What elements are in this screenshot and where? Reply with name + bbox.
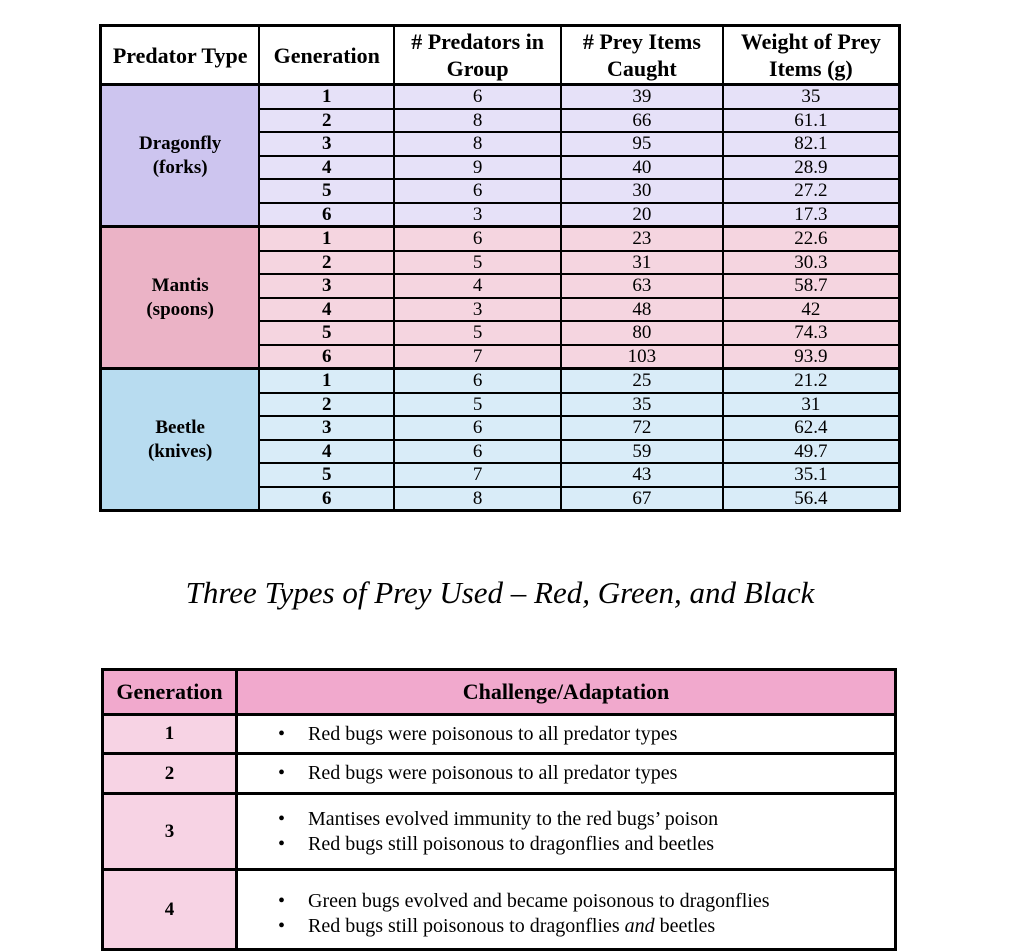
predators-cell: 3	[394, 298, 561, 322]
challenge-header-row	[103, 670, 896, 715]
challenge-list-item: • Green bugs evolved and became poisonous to dragonflies	[308, 889, 894, 914]
prey-caught-cell: 63	[561, 274, 723, 298]
table-row	[101, 227, 900, 251]
predators-cell: 7	[394, 463, 561, 487]
generation-cell: 5	[259, 179, 394, 203]
prey-weight-cell: 49.7	[723, 440, 900, 464]
predator-type-utensil: (knives)	[147, 440, 213, 462]
predators-cell: 7	[394, 345, 561, 369]
generation-cell: 6	[259, 203, 394, 227]
predator-type-cell	[101, 227, 260, 369]
generation-cell: 6	[259, 487, 394, 511]
challenge-list	[238, 722, 894, 747]
challenge-notes-cell	[237, 870, 896, 950]
challenge-notes-cell	[237, 794, 896, 870]
predators-cell: 8	[394, 487, 561, 511]
predators-cell: 6	[394, 179, 561, 203]
prey-caught-cell: 66	[561, 109, 723, 133]
challenge-row	[103, 794, 896, 870]
header-predator-type: Predator Type	[101, 26, 260, 85]
challenge-notes-cell	[237, 715, 896, 754]
prey-weight-cell: 17.3	[723, 203, 900, 227]
prey-caught-cell: 35	[561, 393, 723, 417]
challenge-row	[103, 754, 896, 794]
prey-caught-cell: 31	[561, 251, 723, 275]
prey-caught-cell: 25	[561, 369, 723, 393]
table-row	[101, 369, 900, 393]
prey-caught-cell: 95	[561, 132, 723, 156]
predator-type-name: Beetle	[155, 416, 205, 438]
prey-weight-cell: 28.9	[723, 156, 900, 180]
predators-cell: 6	[394, 85, 561, 109]
challenge-row	[103, 870, 896, 950]
generation-cell: 5	[259, 463, 394, 487]
generation-cell: 6	[259, 345, 394, 369]
generation-cell: 3	[259, 416, 394, 440]
challenge-list-item: • Red bugs were poisonous to all predator types	[308, 722, 894, 747]
prey-caught-cell: 103	[561, 345, 723, 369]
prey-weight-cell: 42	[723, 298, 900, 322]
generation-cell: 2	[103, 754, 237, 794]
generation-cell: 4	[259, 298, 394, 322]
predator-type-cell	[101, 369, 260, 511]
challenge-list	[238, 761, 894, 786]
prey-caught-cell: 59	[561, 440, 723, 464]
predators-cell: 5	[394, 251, 561, 275]
predator-type-utensil: (forks)	[152, 156, 208, 178]
predators-cell: 5	[394, 321, 561, 345]
prey-caught-cell: 40	[561, 156, 723, 180]
table-row	[101, 85, 900, 109]
predators-cell: 4	[394, 274, 561, 298]
prey-weight-cell: 35	[723, 85, 900, 109]
prey-weight-cell: 56.4	[723, 487, 900, 511]
prey-caption: Three Types of Prey Used – Red, Green, and Black	[185, 575, 815, 610]
challenge-list-item: • Mantises evolved immunity to the red bugs’ poison	[308, 807, 894, 832]
challenge-list	[238, 881, 894, 939]
challenge-notes-cell	[237, 754, 896, 794]
generation-cell: 3	[259, 132, 394, 156]
prey-weight-cell: 62.4	[723, 416, 900, 440]
header-prey-items-caught: # Prey Items Caught	[561, 26, 723, 85]
generation-cell: 1	[259, 227, 394, 251]
generation-cell: 2	[259, 393, 394, 417]
prey-weight-cell: 30.3	[723, 251, 900, 275]
predator-type-name: Mantis	[151, 274, 209, 296]
challenge-list	[238, 807, 894, 857]
generation-cell: 4	[103, 870, 237, 950]
challenge-list-item: • Red bugs still poisonous to dragonflies and beetles	[308, 832, 894, 857]
predator-type-utensil: (spoons)	[146, 298, 214, 320]
predators-cell: 3	[394, 203, 561, 227]
prey-weight-cell: 82.1	[723, 132, 900, 156]
header-row	[101, 26, 900, 85]
header-challenge-adaptation: Challenge/Adaptation	[237, 670, 896, 715]
prey-weight-cell: 93.9	[723, 345, 900, 369]
challenge-list-item: • Red bugs still poisonous to dragonflies and beetles	[308, 914, 894, 939]
predators-cell: 6	[394, 440, 561, 464]
predators-cell: 6	[394, 416, 561, 440]
predators-cell: 6	[394, 369, 561, 393]
prey-weight-cell: 74.3	[723, 321, 900, 345]
header-generation: Generation	[259, 26, 394, 85]
predator-type-cell	[101, 85, 260, 227]
header-predators-in-group: # Predators in Group	[394, 26, 561, 85]
prey-caught-cell: 20	[561, 203, 723, 227]
challenge-list-item: • Red bugs were poisonous to all predator types	[308, 761, 894, 786]
challenge-adaptation-table	[101, 668, 897, 951]
prey-caught-cell: 43	[561, 463, 723, 487]
header-generation: Generation	[103, 670, 237, 715]
generation-cell: 2	[259, 109, 394, 133]
prey-caught-cell: 30	[561, 179, 723, 203]
header-weight-of-prey: Weight of Prey Items (g)	[723, 26, 900, 85]
prey-weight-cell: 31	[723, 393, 900, 417]
generation-cell: 3	[103, 794, 237, 870]
prey-weight-cell: 22.6	[723, 227, 900, 251]
predator-type-name: Dragonfly	[138, 132, 222, 154]
prey-weight-cell: 58.7	[723, 274, 900, 298]
prey-caught-cell: 72	[561, 416, 723, 440]
generation-cell: 4	[259, 440, 394, 464]
generation-cell: 1	[103, 715, 237, 754]
prey-caught-cell: 23	[561, 227, 723, 251]
generation-cell: 2	[259, 251, 394, 275]
prey-weight-cell: 27.2	[723, 179, 900, 203]
prey-weight-cell: 61.1	[723, 109, 900, 133]
generation-cell: 1	[259, 85, 394, 109]
prey-weight-cell: 35.1	[723, 463, 900, 487]
predators-cell: 9	[394, 156, 561, 180]
prey-caught-cell: 67	[561, 487, 723, 511]
predators-cell: 8	[394, 132, 561, 156]
challenge-row	[103, 715, 896, 754]
prey-caught-cell: 48	[561, 298, 723, 322]
generation-cell: 4	[259, 156, 394, 180]
generation-cell: 1	[259, 369, 394, 393]
predators-cell: 5	[394, 393, 561, 417]
prey-caught-cell: 80	[561, 321, 723, 345]
prey-weight-cell: 21.2	[723, 369, 900, 393]
generation-cell: 3	[259, 274, 394, 298]
generation-cell: 5	[259, 321, 394, 345]
predators-cell: 6	[394, 227, 561, 251]
prey-caught-cell: 39	[561, 85, 723, 109]
predators-cell: 8	[394, 109, 561, 133]
predator-data-table	[99, 24, 901, 512]
